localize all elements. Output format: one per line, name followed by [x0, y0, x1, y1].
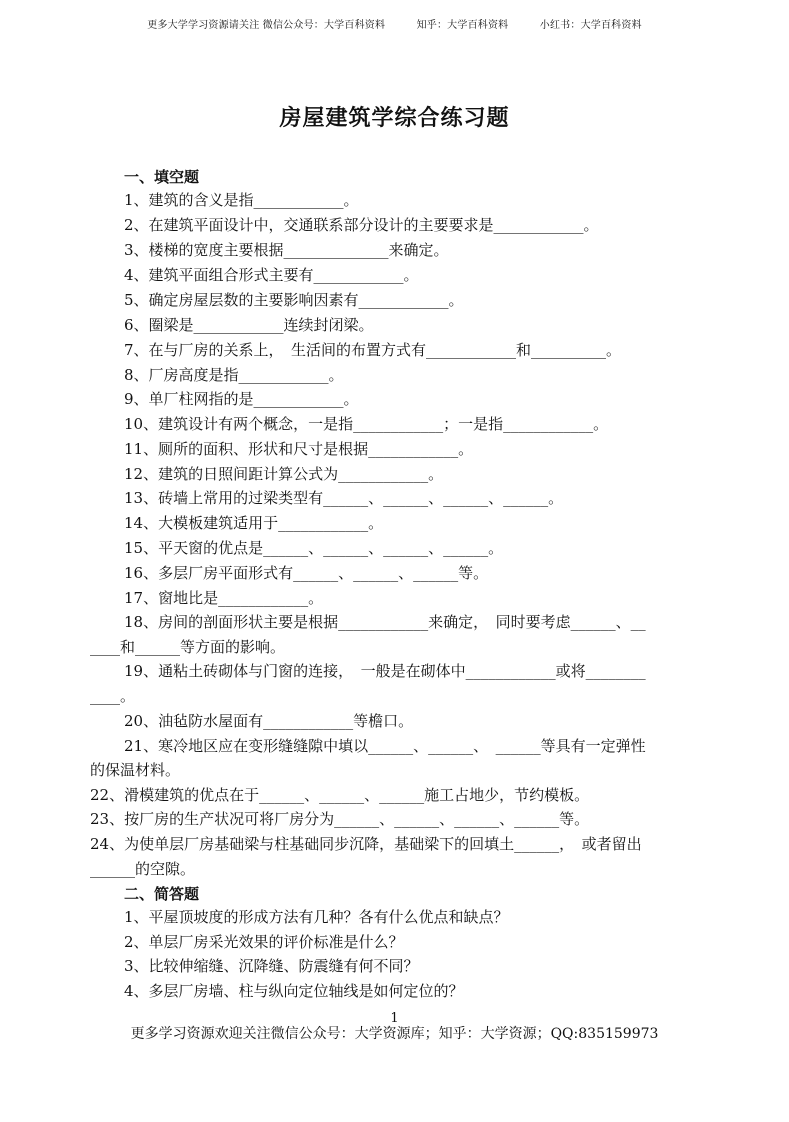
- question-line: 6、圈梁是____________连续封闭梁。: [124, 316, 374, 334]
- short-answer-question: 3、比较伸缩缝、沉降缝、防震缝有何不同？: [124, 957, 419, 975]
- question-line: 21、寒冷地区应在变形缝缝隙中填以______、______、 ______等具有一定弹性: [124, 737, 646, 755]
- question-line-continued: 的保温材料。: [90, 761, 181, 779]
- page-header: [0, 16, 789, 31]
- page-footer: 更多学习资源欢迎关注微信公众号：大学资源库；知乎：大学资源；QQ:835159973: [130, 1026, 659, 1042]
- question-line: 5、确定房屋层数的主要影响因素有____________。: [124, 291, 464, 309]
- section-heading-fill: 一、填空题: [124, 168, 200, 186]
- question-line: 18、房间的剖面形状主要是根据____________来确定， 同时要考虑______、__: [124, 613, 646, 631]
- section-heading-short-answer: 二、简答题: [124, 885, 200, 903]
- question-line: 13、砖墙上常用的过梁类型有______、______、______、______。: [124, 489, 564, 507]
- question-line: 7、在与厂房的关系上， 生活间的布置方式有____________和__________。: [124, 341, 622, 359]
- question-line-continued: ______的空隙。: [90, 860, 196, 878]
- question-line: 1、建筑的含义是指____________。: [124, 191, 359, 209]
- question-line: 9、单厂柱网指的是____________。: [124, 390, 359, 408]
- question-line: 14、大模板建筑适用于____________。: [124, 514, 384, 532]
- question-line: 16、多层厂房平面形式有______、______、______等。: [124, 564, 489, 582]
- page-number: 1: [390, 1011, 399, 1026]
- document-title: 房屋建筑学综合练习题: [279, 105, 510, 131]
- question-line-continued: ____和______等方面的影响。: [90, 638, 286, 656]
- short-answer-question: 4、多层厂房墙、柱与纵向定位轴线是如何定位的？: [124, 982, 464, 1000]
- question-line: 15、平天窗的优点是______、______、______、______。: [124, 539, 504, 557]
- question-line: 4、建筑平面组合形式主要有____________。: [124, 266, 419, 284]
- short-answer-question: 1、平屋顶坡度的形成方法有几种？各有什么优点和缺点？: [124, 908, 509, 926]
- question-line-continued: ____。: [90, 687, 136, 705]
- question-line: 17、窗地比是____________。: [124, 589, 324, 607]
- header-xiaohongshu: 小红书：大学百科资料: [539, 20, 642, 31]
- question-line: 2、在建筑平面设计中，交通联系部分设计的主要要求是____________。: [124, 216, 599, 234]
- question-line: 3、楼梯的宽度主要根据______________来确定。: [124, 241, 449, 259]
- question-line: 22、滑模建筑的优点在于______、______、______施工占地少，节约模板。: [90, 786, 590, 804]
- header-zhihu: 知乎：大学百科资料: [416, 20, 509, 31]
- question-line: 19、通粘土砖砌体与门窗的连接， 一般是在砌体中____________或将________: [124, 662, 646, 680]
- header-wechat: 更多大学学习资源请关注 微信公众号：大学百科资料: [147, 20, 386, 31]
- question-line: 20、油毡防水屋面有____________等檐口。: [124, 712, 414, 730]
- question-line: 11、厕所的面积、形状和尺寸是根据____________。: [124, 440, 474, 458]
- question-line: 23、按厂房的生产状况可将厂房分为______、______、______、______等。: [90, 810, 590, 828]
- question-line: 10、建筑设计有两个概念，一是指____________；一是指____________。: [124, 415, 609, 433]
- question-line: 8、厂房高度是指____________。: [124, 366, 344, 384]
- question-line: 24、为使单层厂房基础梁与柱基础同步沉降，基础梁下的回填土______， 或者留出: [90, 835, 642, 853]
- question-line: 12、建筑的日照间距计算公式为____________。: [124, 465, 444, 483]
- short-answer-question: 2、单层厂房采光效果的评价标准是什么？: [124, 933, 404, 951]
